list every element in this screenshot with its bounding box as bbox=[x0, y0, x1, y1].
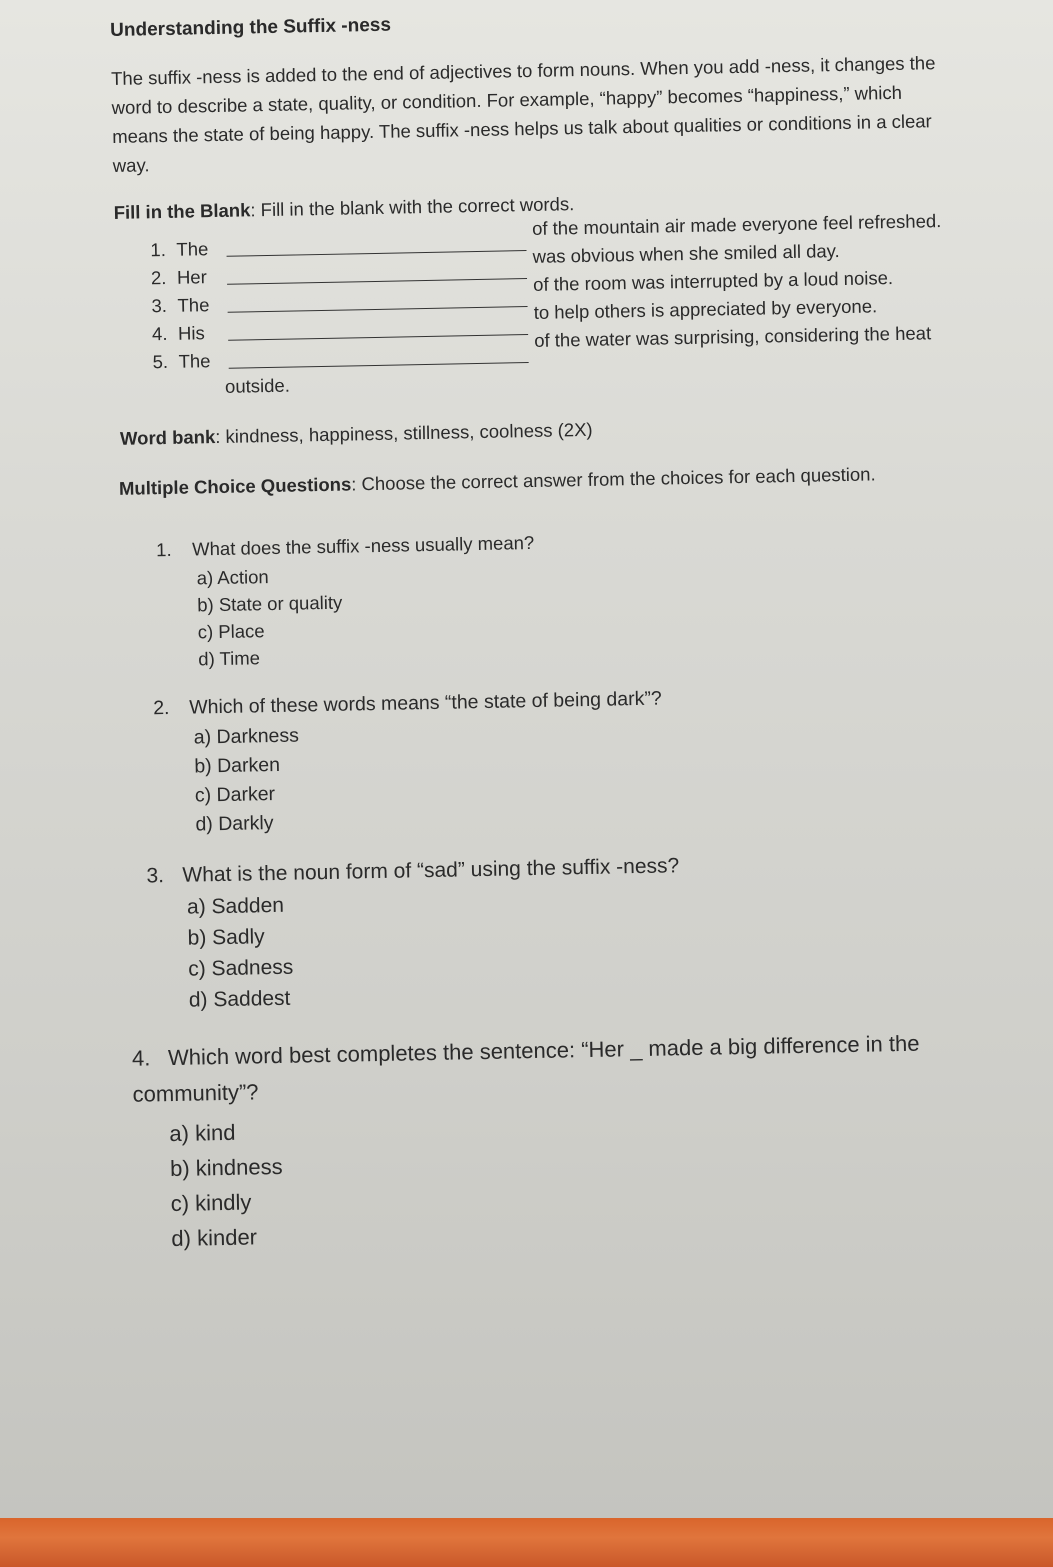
fill-in-sentence-rest: of the room was interrupted by a loud noise. bbox=[532, 267, 894, 295]
fill-in-blank[interactable] bbox=[227, 290, 527, 313]
answer-option[interactable]: a) kind bbox=[169, 1119, 236, 1147]
worksheet-content bbox=[110, 3, 1034, 1281]
answer-option[interactable]: b) kindness bbox=[169, 1153, 283, 1182]
question-prompt: Which word best completes the sentence: “Her _ made a big difference in the community”? bbox=[132, 1030, 920, 1107]
question-3 bbox=[146, 848, 1029, 1017]
answer-options bbox=[196, 549, 1022, 673]
question-prompt: What does the suffix -ness usually mean? bbox=[191, 531, 535, 560]
fill-in-blank[interactable] bbox=[228, 346, 528, 369]
table-surface bbox=[0, 1518, 1053, 1567]
question-1 bbox=[156, 523, 1022, 674]
word-bank-label: Word bank bbox=[119, 426, 216, 449]
answer-options bbox=[194, 708, 1026, 840]
answer-option[interactable]: c) Darker bbox=[194, 782, 276, 807]
answer-option[interactable]: c) kindly bbox=[170, 1189, 252, 1217]
multiple-choice-heading-label: Multiple Choice Questions bbox=[118, 473, 352, 499]
question-2 bbox=[153, 681, 1026, 841]
fill-in-sentence-rest: to help others is appreciated by everyone. bbox=[533, 295, 878, 323]
page-title: Understanding the Suffix -ness bbox=[110, 14, 392, 41]
answer-option[interactable]: d) Darkly bbox=[195, 812, 274, 836]
fill-in-blank[interactable] bbox=[226, 234, 526, 257]
fill-in-list bbox=[150, 210, 1017, 400]
fill-in-blank[interactable] bbox=[228, 318, 528, 341]
multiple-choice-heading-instructions: : Choose the correct answer from the choices for each question. bbox=[351, 463, 876, 495]
fill-in-number: 4. bbox=[151, 322, 168, 345]
fill-in-lead-word: The bbox=[176, 238, 209, 260]
answer-option[interactable]: d) kinder bbox=[171, 1224, 258, 1252]
fill-in-number: 1. bbox=[150, 238, 167, 261]
fill-in-item-5-tail: outside. bbox=[224, 374, 291, 397]
fill-in-number: 2. bbox=[150, 266, 167, 289]
fill-in-sentence-rest: of the water was surprising, considering the heat bbox=[534, 322, 932, 351]
answer-option[interactable]: a) Darkness bbox=[193, 724, 300, 749]
fill-in-lead-word: The bbox=[177, 294, 210, 316]
answer-option[interactable]: a) Sadden bbox=[186, 893, 285, 919]
fill-in-heading-instructions: : Fill in the blank with the correct words. bbox=[250, 193, 575, 221]
fill-in-number: 3. bbox=[151, 294, 168, 317]
answer-option[interactable]: c) Place bbox=[197, 620, 265, 643]
answer-option[interactable]: d) Saddest bbox=[188, 986, 291, 1012]
fill-in-lead-word: The bbox=[178, 350, 211, 372]
fill-in-sentence-rest: of the mountain air made everyone feel refreshed. bbox=[531, 210, 942, 239]
multiple-choice-heading bbox=[119, 461, 1019, 500]
question-prompt: What is the noun form of “sad” using the suffix -ness? bbox=[182, 854, 680, 887]
question-number: 3. bbox=[146, 864, 165, 888]
answer-option[interactable]: a) Action bbox=[196, 566, 269, 589]
word-bank bbox=[120, 411, 1018, 450]
fill-in-lead-word: His bbox=[177, 322, 205, 344]
question-number: 4. bbox=[131, 1045, 151, 1071]
fill-in-blank[interactable] bbox=[227, 262, 527, 285]
question-4 bbox=[132, 1024, 1034, 1257]
fill-in-heading-label: Fill in the Blank bbox=[113, 199, 251, 223]
fill-in-sentence-rest: was obvious when she smiled all day. bbox=[532, 240, 840, 267]
answer-option[interactable]: b) State or quality bbox=[197, 591, 343, 616]
answer-option[interactable]: d) Time bbox=[198, 647, 261, 670]
answer-option[interactable]: b) Sadly bbox=[187, 925, 265, 950]
question-number: 2. bbox=[153, 696, 170, 720]
answer-options bbox=[169, 1100, 1034, 1257]
fill-in-number: 5. bbox=[152, 350, 169, 373]
answer-options bbox=[187, 876, 1029, 1016]
answer-option[interactable]: b) Darken bbox=[194, 753, 281, 778]
word-bank-words: : kindness, happiness, stillness, coolness (2X) bbox=[215, 418, 593, 448]
question-text bbox=[132, 1023, 1033, 1112]
question-number: 1. bbox=[155, 538, 172, 561]
answer-option[interactable]: c) Sadness bbox=[188, 955, 294, 981]
intro-paragraph: The suffix -ness is added to the end of adjectives to form nouns. When you add -ness, it changes the word to describe a state, quality, or condition. For example, “happy” becomes “happiness,” which means the state of being happy. The suffix -ness helps us talk about qualities or conditions in a clear way. bbox=[110, 52, 936, 176]
fill-in-lead-word: Her bbox=[176, 266, 207, 288]
question-prompt: Which of these words means “the state of being dark”? bbox=[189, 687, 662, 719]
